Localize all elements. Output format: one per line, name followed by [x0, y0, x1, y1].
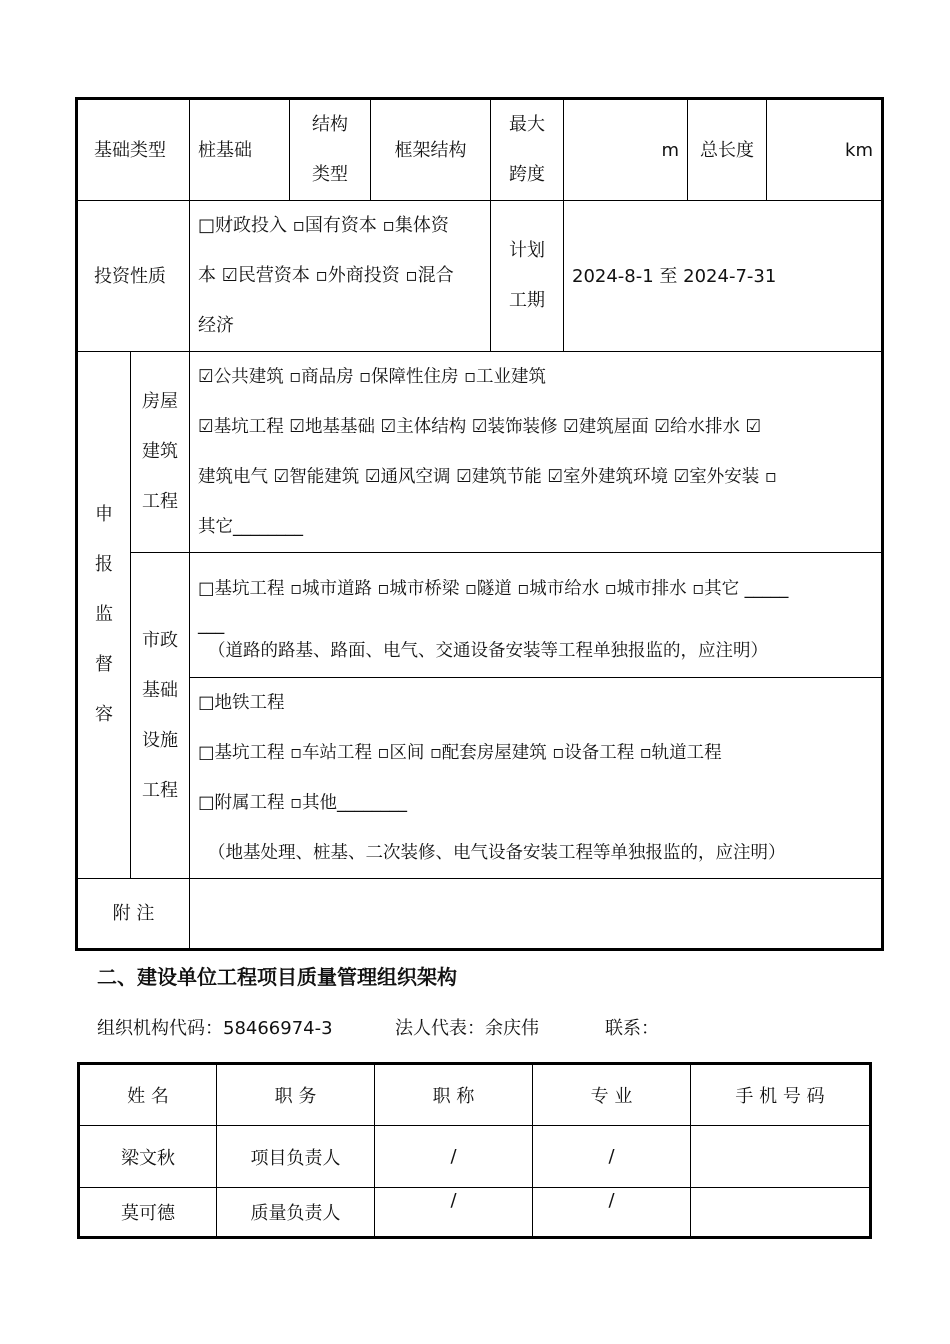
- investment-options: [190, 201, 491, 352]
- cell-phone: [691, 1126, 871, 1188]
- investment-line: 经济: [198, 315, 234, 336]
- header-position: 职 务: [217, 1064, 375, 1126]
- municipal-note: （道路的路基、路面、电气、交通设备安装等工程单独报监的，应注明）: [208, 641, 768, 661]
- investment-line: 本 ☑民营资本 ▫外商投资 ▫混合: [198, 265, 454, 286]
- period-label: 计划 工期: [491, 201, 564, 352]
- org-code: 组织机构代码：58466974-3: [97, 1018, 333, 1039]
- remarks-value: [190, 879, 883, 950]
- housing-options: ☑公共建筑 ▫商品房 ▫保障性住房 ▫工业建筑 ☑基坑工程 ☑地基基础 ☑主体结构 ☑装饰装修 ☑建筑屋面 ☑给水排水 ☑ 建筑电气 ☑智能建筑 ☑通风空调 ☑建筑节能 ☑室外建筑环境 ☑室外安装 ▫ 其它________: [190, 352, 883, 553]
- remarks-label: 附 注: [77, 879, 190, 950]
- table-row: [79, 1126, 871, 1188]
- cell-phone: [691, 1188, 871, 1238]
- structure-type-label: 结构 类型: [290, 99, 371, 201]
- table-row: [79, 1188, 871, 1238]
- section2-title: 二、建设单位工程项目质量管理组织架构: [97, 965, 457, 989]
- legal-representative: 法人代表：余庆伟: [395, 1018, 539, 1039]
- investment-label: 投资性质: [77, 201, 190, 352]
- cell-position: 项目负责人: [217, 1126, 375, 1188]
- staff-table: [77, 1062, 872, 1239]
- cell-title: /: [375, 1126, 533, 1188]
- max-span-label: 最大 跨度: [491, 99, 564, 201]
- cell-title: /: [375, 1188, 533, 1238]
- header-phone: 手 机 号 码: [691, 1064, 871, 1126]
- supervision-label: 申 报 监 督 容: [77, 352, 131, 879]
- cell-specialty: /: [533, 1126, 691, 1188]
- total-length-unit: km: [767, 99, 883, 201]
- contact: 联系：: [605, 1018, 659, 1039]
- foundation-type-label: 基础类型: [77, 99, 190, 201]
- municipal-options: □基坑工程 ▫城市道路 ▫城市桥梁 ▫隧道 ▫城市给水 ▫城市排水 ▫其它 _____ ___ （道路的路基、路面、电气、交通设备安装等工程单独报监的，应注明）: [190, 553, 883, 678]
- structure-type-value: 框架结构: [371, 99, 491, 201]
- cell-name: 莫可德: [79, 1188, 217, 1238]
- foundation-type-value: 桩基础: [190, 99, 290, 201]
- cell-position: 质量负责人: [217, 1188, 375, 1238]
- metro-note: （地基处理、桩基、二次装修、电气设备安装工程等单独报监的，应注明）: [208, 843, 786, 863]
- municipal-label: 市政 基础 设施 工程: [131, 553, 190, 879]
- total-length-label: 总长度: [688, 99, 767, 201]
- investment-line: □财政投入 ▫国有资本 ▫集体资: [198, 215, 449, 236]
- header-title: 职 称: [375, 1064, 533, 1126]
- period-value: 2024-8-1 至 2024-7-31: [564, 201, 883, 352]
- project-info-table: [75, 97, 884, 951]
- max-span-unit: m: [564, 99, 688, 201]
- staff-header-row: [79, 1064, 871, 1126]
- header-name: 姓 名: [79, 1064, 217, 1126]
- housing-label: 房屋 建筑 工程: [131, 352, 190, 553]
- metro-options: □地铁工程 □基坑工程 ▫车站工程 ▫区间 ▫配套房屋建筑 ▫设备工程 ▫轨道工程 □附属工程 ▫其他________ （地基处理、桩基、二次装修、电气设备安装工程等单独报监的，应注明）: [190, 678, 883, 879]
- header-specialty: 专 业: [533, 1064, 691, 1126]
- cell-specialty: /: [533, 1188, 691, 1238]
- cell-name: 梁文秋: [79, 1126, 217, 1188]
